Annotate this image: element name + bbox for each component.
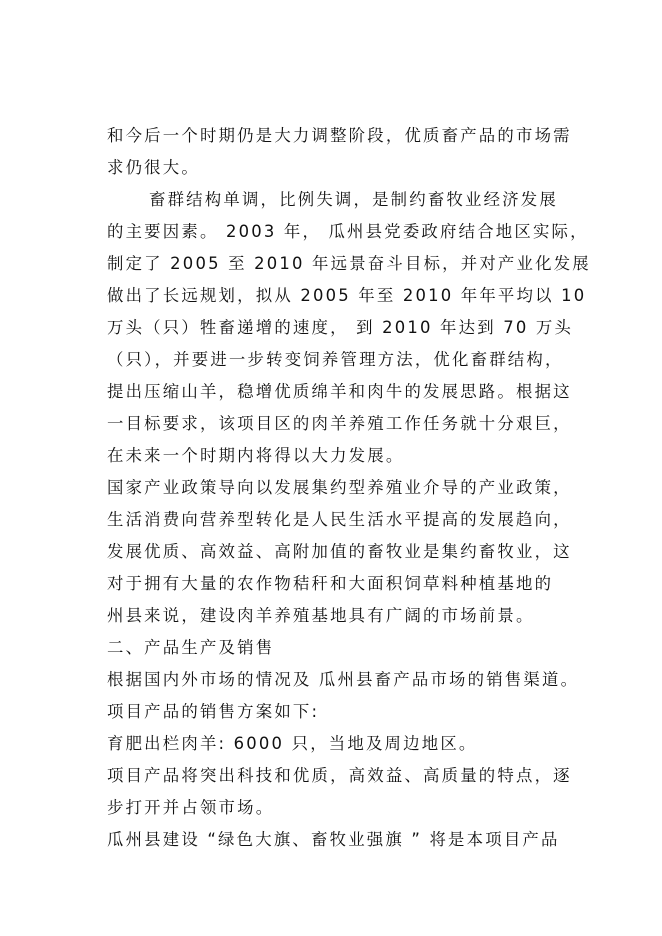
text-line-13: 生活消费向营养型转化是人民生活水平提高的发展趋向，	[107, 510, 572, 529]
text-line-2: 求仍很大。	[107, 158, 200, 177]
text-line-23: 瓜州县建设 “绿色大旗、畜牧业强旗 ” 将是本项目产品	[107, 830, 560, 849]
text-line-18: 根据国内外市场的情况及 瓜州县畜产品市场的销售渠道。	[107, 670, 580, 689]
text-line-10: 一目标要求，该项目区的肉羊养殖工作任务就十分艰巨，	[107, 414, 572, 433]
text-line-11: 在未来一个时期内将得以大力发展。	[107, 446, 405, 465]
text-line-21: 项目产品将突出科技和优质，高效益、高质量的特点，逐	[107, 766, 572, 785]
text-line-1: 和今后一个时期仍是大力调整阶段，优质畜产品的市场需	[107, 126, 572, 145]
section-heading: 二、产品生产及销售	[107, 638, 275, 657]
text-line-12: 国家产业政策导向以发展集约型养殖业介导的产业政策，	[107, 478, 572, 497]
text-line-15: 对于拥有大量的农作物秸秆和大面积饲草料种植基地的	[107, 574, 554, 593]
text-line-7: 万头（只）牲畜递增的速度， 到 2010 年达到 70 万头	[107, 318, 574, 337]
text-line-20: 育肥出栏肉羊: 6000 只，当地及周边地区。	[107, 734, 478, 753]
text-line-14: 发展优质、高效益、高附加值的畜牧业是集约畜牧业，这	[107, 542, 572, 561]
text-line-4: 的主要因素。 2003 年， 瓜州县党委政府结合地区实际，	[107, 222, 589, 241]
text-line-19: 项目产品的销售方案如下:	[107, 702, 320, 721]
text-line-22: 步打开并占领市场。	[107, 798, 275, 817]
text-line-16: 州县来说，建设肉羊养殖基地具有广阔的市场前景。	[107, 606, 535, 625]
text-line-5: 制定了 2005 至 2010 年远景奋斗目标，并对产业化发展	[107, 254, 591, 273]
text-line-6: 做出了长远规划，拟从 2005 年至 2010 年年平均以 10	[107, 286, 587, 305]
text-line-8: （只），并要进一步转变饲养管理方法，优化畜群结构，	[107, 350, 564, 369]
text-line-3: 畜群结构单调，比例失调，是制约畜牧业经济发展	[149, 190, 558, 209]
text-line-9: 提出压缩山羊，稳增优质绵羊和肉牛的发展思路。根据这	[107, 382, 572, 401]
